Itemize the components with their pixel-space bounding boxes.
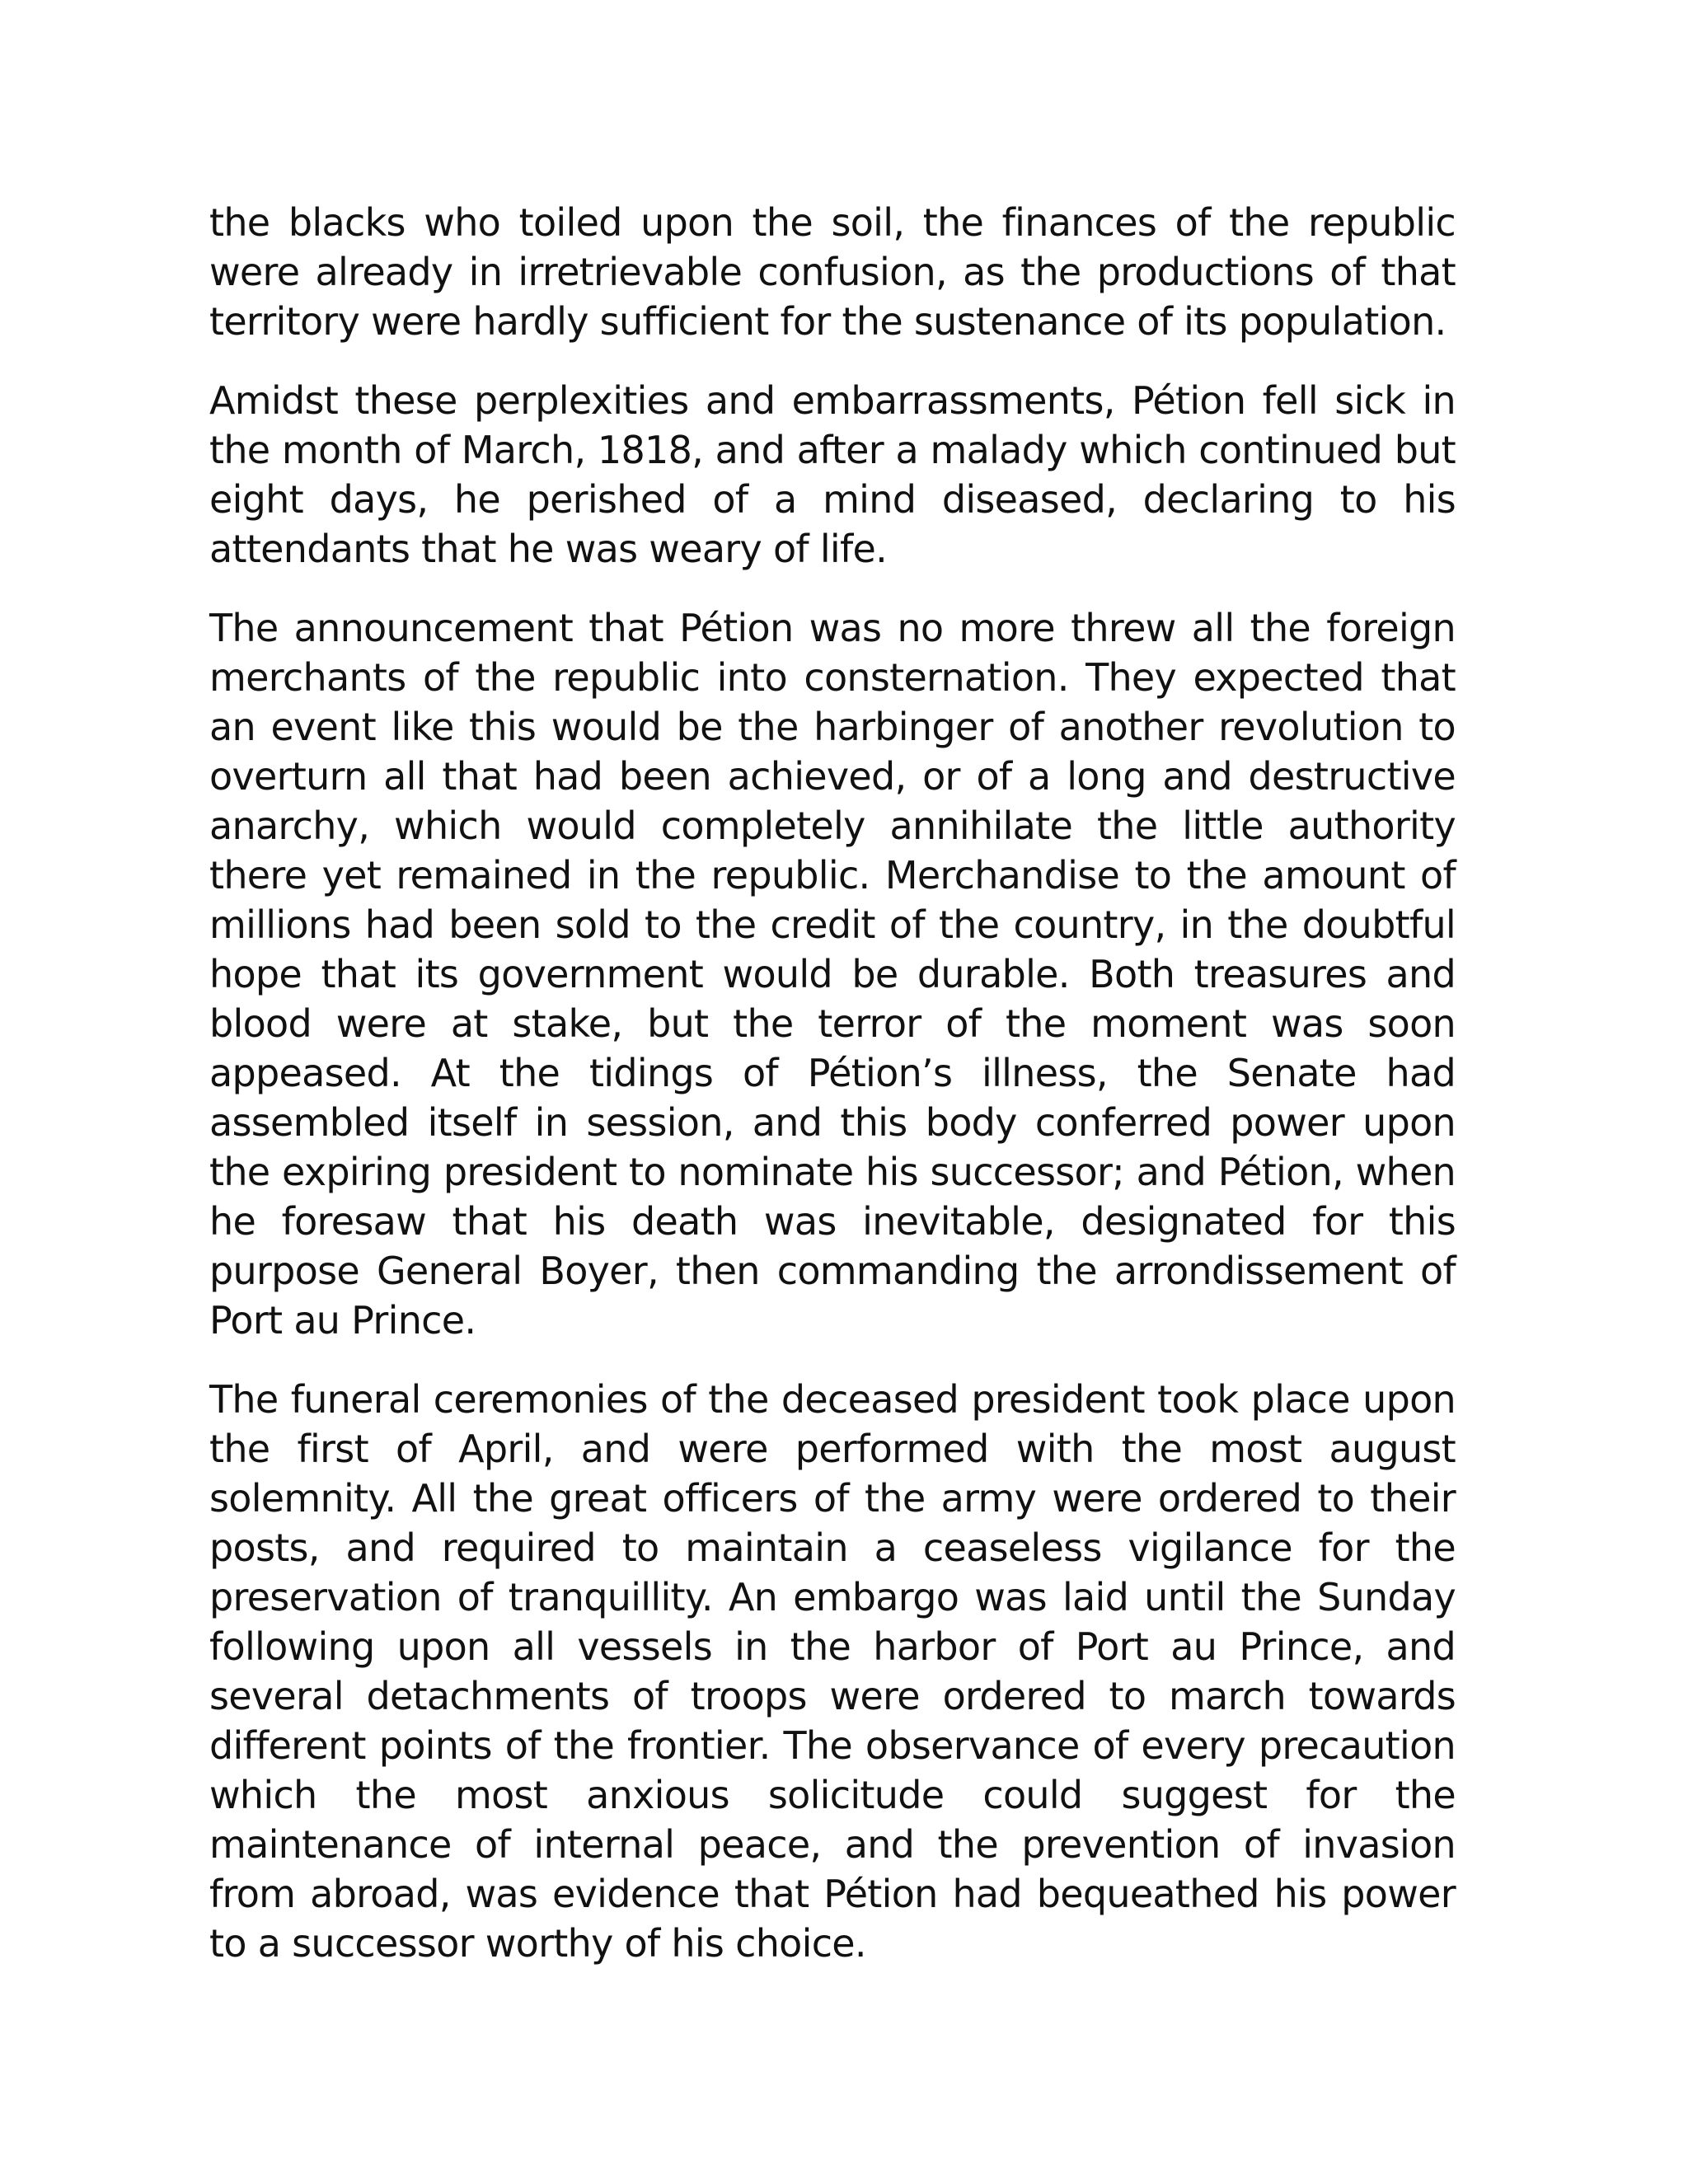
paragraph: The announcement that Pétion was no more threw all the foreign merchants of the republic into consternation. They expected that an event like this would be the harbinger of another revolution to overturn all that had been achieved, or of a long and destructive anarchy, which would completely annihilate the little authority there yet remained in the republic. Merchandise to the amount of millions had been sold to the credit of the country, in the doubtful hope that its government would be durable. Both treasures and blood were at stake, but the terror of the moment was soon appeased. At the tidings of Pétion’s illness, the Senate had assembled itself in session, and this body conferred power upon the expiring president to nominate his successor; and Pétion, when he foresaw that his death was inevitable, designated for this purpose General Boyer, then commanding the arrondissement of Port au Prince. [209,606,1456,1343]
paragraph: the blacks who toiled upon the soil, the finances of the republic were already in irretrievable confusion, as the productions of that territory were hardly sufficient for the sustenance of its population. [209,200,1456,344]
paragraph: Amidst these perplexities and embarrassments, Pétion fell sick in the month of March, 1818, and after a malady which continued but eight days, he perished of a mind diseased, declaring to his attendants that he was weary of life. [209,378,1456,571]
paragraph: The funeral ceremonies of the deceased president took place upon the first of April, and were performed with the most august solemnity. All the great officers of the army were ordered to their posts, and required to maintain a ceaseless vigilance for the preservation of tranquillity. An embargo was laid until the Sunday following upon all vessels in the harbor of Port au Prince, and several detachments of troops were ordered to march towards different points of the frontier. The observance of every precaution which the most anxious solicitude could suggest for the maintenance of internal peace, and the prevention of invasion from abroad, was evidence that Pétion had bequeathed his power to a successor worthy of his choice. [209,1377,1456,1966]
body-text [209,198,1456,1998]
